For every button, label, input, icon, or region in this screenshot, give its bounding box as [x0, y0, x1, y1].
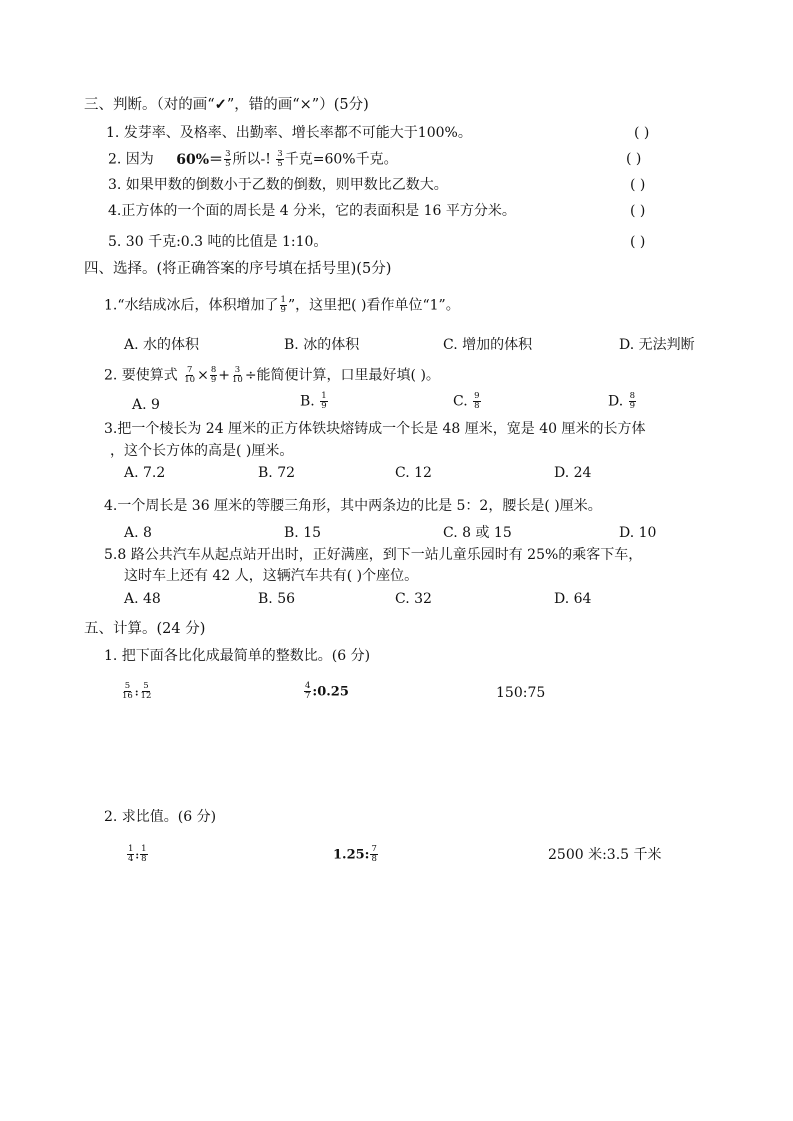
- calc-part1-title: 1. 把下面各比化成最简单的整数比。(6 分): [104, 648, 371, 664]
- choice-q4-option-d[interactable]: D. 10: [619, 525, 657, 541]
- fraction: [140, 845, 147, 864]
- choice-q3-option-b[interactable]: B. 72: [258, 465, 296, 481]
- choice-q5-option-d[interactable]: D. 64: [554, 591, 592, 607]
- fraction: [210, 366, 217, 385]
- denominator: 10: [184, 375, 196, 385]
- choice-q3-option-c[interactable]: C. 12: [395, 465, 432, 481]
- judge-q2-value: 60%＝: [176, 151, 224, 168]
- denominator: 5: [277, 159, 283, 169]
- choice-q2-option-b[interactable]: [300, 392, 329, 411]
- calc-part2-expr2: [333, 845, 379, 865]
- calc-part2-expr3: 2500 米:3.5 千米: [548, 847, 662, 863]
- numerator: 5: [143, 681, 149, 691]
- judge-q2-prefix: 2. 因为: [108, 151, 154, 168]
- section-5-header: 五、计算。(24 分): [84, 621, 206, 637]
- choice-q1-option-d[interactable]: D. 无法判断: [619, 337, 695, 353]
- option-label: C.: [453, 393, 468, 410]
- denominator: 9: [629, 401, 636, 411]
- judge-q4: 4.正方体的一个面的周长是 4 分米，它的表面积是 16 平方分米。: [108, 203, 516, 219]
- denominator: 5: [225, 159, 231, 169]
- numerator: 1: [141, 844, 147, 854]
- numerator: 5: [124, 681, 131, 691]
- choice-q1-option-b[interactable]: B. 冰的体积: [284, 337, 360, 353]
- denominator: 9: [321, 401, 327, 411]
- denominator: 8: [141, 854, 147, 864]
- section-4-header: 四、选择。(将正确答案的序号填在括号里)(5分): [84, 261, 392, 277]
- numerator: 3: [225, 149, 231, 159]
- fraction: [629, 392, 636, 411]
- choice-q3-option-a[interactable]: A. 7.2: [124, 465, 166, 481]
- numerator: 7: [186, 365, 193, 375]
- choice-q4-option-a[interactable]: A. 8: [124, 525, 152, 541]
- choice-q5-line1: 5.8 路公共汽车从起点站开出时，正好满座，到下一站儿童乐园时有 25%的乘客下车，: [104, 547, 643, 563]
- fraction: [183, 366, 196, 385]
- judge-q5: 5. 30 千克:0.3 吨的比值是 1:10。: [108, 234, 328, 250]
- fraction: [121, 682, 134, 701]
- numerator: 9: [474, 391, 480, 401]
- choice-q5-line2: 这时车上还有 42 人，这辆汽车共有( )个座位。: [124, 568, 419, 584]
- fraction: [224, 150, 231, 169]
- multiply-operator: ×: [197, 367, 209, 384]
- denominator: 8: [474, 401, 480, 411]
- numerator: 4: [305, 681, 311, 691]
- choice-q1-prefix: 1.“水结成冰后，体积增加了: [104, 297, 279, 314]
- choice-q4-option-b[interactable]: B. 15: [284, 525, 322, 541]
- choice-q4: 4.一个周长是 36 厘米的等腰三角形，其中两条边的比是 5：2，腰长是( )厘米。: [104, 498, 602, 514]
- choice-q1-suffix: ”，这里把( )看作单位“1”。: [287, 297, 460, 314]
- choice-q5-option-c[interactable]: C. 32: [395, 591, 432, 607]
- check-mark-icon: ✓: [214, 96, 227, 113]
- choice-q3-option-d[interactable]: D. 24: [554, 465, 592, 481]
- denominator: 9: [210, 375, 217, 385]
- choice-q2-prefix: 2. 要使算式: [104, 367, 178, 384]
- choice-q2-suffix: ÷能简便计算，口里最好填( )。: [244, 367, 440, 384]
- section-3-header-text: 三、判断。（对的画“: [84, 97, 215, 113]
- numerator: 1: [280, 295, 286, 305]
- denominator: 4: [128, 854, 134, 864]
- numerator: 3: [277, 149, 283, 159]
- numerator: 8: [629, 391, 636, 401]
- denominator: 8: [371, 854, 377, 864]
- fraction: [370, 845, 377, 864]
- ratio-colon: :: [134, 687, 139, 699]
- choice-q1-option-a[interactable]: A. 水的体积: [124, 337, 200, 353]
- judge-q2-suffix: 千克=60%千克。: [284, 151, 398, 168]
- calc-part1-expr1: [120, 682, 153, 703]
- fraction: [276, 150, 283, 169]
- choice-q1: [104, 296, 460, 315]
- denominator: 12: [140, 691, 152, 701]
- ratio-rest: :0.25: [312, 684, 349, 700]
- calc-part1-expr2: [303, 682, 349, 702]
- choice-q2-option-d[interactable]: [608, 392, 637, 411]
- numerator: 1: [128, 844, 134, 854]
- judge-q2-answer-blank[interactable]: ( ): [626, 151, 642, 167]
- judge-q5-answer-blank[interactable]: ( ): [630, 234, 646, 250]
- judge-q2-mid: 所以-!: [232, 151, 271, 168]
- calc-part1-expr3: 150:75: [496, 685, 546, 701]
- numerator: 7: [371, 844, 377, 854]
- choice-q4-option-c[interactable]: C. 8 或 15: [443, 525, 512, 541]
- choice-q3-line1: 3.把一个棱长为 24 厘米的正方体铁块熔铸成一个长是 48 厘米，宽是 40 厘米的长方体: [104, 421, 646, 437]
- fraction: [320, 392, 327, 411]
- choice-q5-option-a[interactable]: A. 48: [124, 591, 161, 607]
- fraction: [127, 845, 134, 864]
- ratio-colon: :: [135, 850, 140, 862]
- denominator: 16: [122, 691, 133, 701]
- plus-operator: +: [218, 367, 230, 384]
- numerator: 3: [234, 365, 241, 375]
- choice-q3-line2: ，这个长方体的高是( )厘米。: [110, 443, 294, 459]
- fraction: [280, 296, 287, 315]
- numerator: 1: [321, 391, 327, 401]
- section-3-header-tail: ”，错的画“×”）(5分): [226, 97, 369, 113]
- option-label: B.: [300, 393, 315, 410]
- fraction: [231, 366, 244, 385]
- judge-q2: [108, 150, 398, 169]
- choice-q2: [104, 366, 440, 385]
- choice-q5-option-b[interactable]: B. 56: [258, 591, 296, 607]
- numerator: 8: [210, 365, 217, 375]
- judge-q4-answer-blank[interactable]: ( ): [630, 203, 646, 219]
- calc-part2-title: 2. 求比值。(6 分): [104, 809, 217, 825]
- section-3-header: [84, 96, 369, 114]
- fraction: [473, 392, 480, 411]
- judge-q3: 3. 如果甲数的倒数小于乙数的倒数，则甲数比乙数大。: [108, 177, 448, 193]
- judge-q1-answer-blank[interactable]: ( ): [634, 125, 650, 141]
- choice-q1-option-c[interactable]: C. 增加的体积: [443, 337, 533, 353]
- option-label: D.: [608, 393, 624, 410]
- denominator: 10: [231, 375, 243, 385]
- fraction: [304, 682, 311, 701]
- fraction: [140, 682, 153, 701]
- calc-part2-expr1: [126, 845, 149, 866]
- ratio-lead: 1.25:: [333, 847, 370, 863]
- denominator: 9: [280, 305, 286, 315]
- choice-q2-option-a[interactable]: A. 9: [132, 397, 160, 413]
- judge-q3-answer-blank[interactable]: ( ): [630, 177, 646, 193]
- judge-q1: 1. 发芽率、及格率、出勤率、增长率都不可能大于100%。: [106, 125, 472, 141]
- choice-q2-option-c[interactable]: [453, 392, 482, 411]
- denominator: 7: [305, 691, 311, 701]
